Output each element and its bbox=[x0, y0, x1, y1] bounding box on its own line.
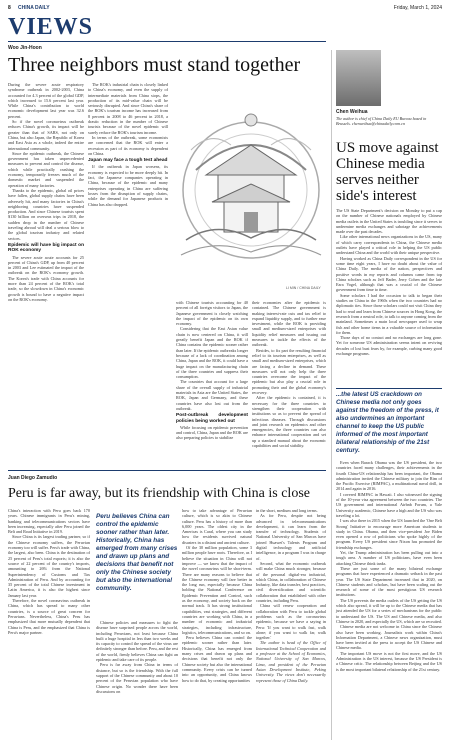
column-para: Like other international news organizations in the US, many of which carry correspondents in China, the Chinese media outlets have played a critical role in helping the US public understand China and the world with their unique perspective. bbox=[336, 234, 442, 256]
article1-para: Besides, to fix part the resulting financial relief to its tourism enterprises, as well as small and medium-sized enterprises, which are facing a decline in demand. These measures will not only help the three countries overcome the impact of the epidemic but also play a crucial role in promoting their and the global economy's recovery. bbox=[252, 347, 326, 396]
issue-date: Friday, March 1, 2024 bbox=[393, 5, 442, 11]
page-header bbox=[8, 4, 442, 14]
column-divider bbox=[331, 50, 332, 740]
column-para: Having worked as China Daily correspondent in the US for some time eight years, I have no doubt about the value of China Daily. The media of the nation, perspectives and positive words in my reports and columns came from top China scholars such as Jeff Bader, Jerry Cohen and the late Ezra Vogel, although that was a crucial of the Chinese government from time to time. bbox=[336, 255, 442, 293]
page-number: 8 bbox=[8, 5, 11, 11]
column-para: These are just some of the many bilateral exchange programs that have experienced a dramatic setback in the past year. The US State Department increased that in 2020, on Chinese students and scholars, but have been scaling out the research of some of the most prestigious US research institutions. bbox=[336, 565, 442, 598]
article2-byline: Juan Diego Zamudio bbox=[8, 475, 58, 481]
author-photo bbox=[336, 50, 381, 106]
column-para: The US prevents the media outlets of the US getting the US which also spread, it will be up to the Chinese media that has just attended the US for a series of mechanisms for the public to understand the US. The US and Chinese media, and also Chinese in 2020, and especially the US, which are so recruited. bbox=[336, 597, 442, 624]
column-para: Some scholars I had the occasion to talk to began their studies on China in the 1960s when the two countries had no diplomatic ties. Since those scholars could not visit China they had to read and learn from Chinese sources in Hong Kong, the research from a neutral role, to talk to anyone coming from the mainland. Sometimes a main local newspaper used to wrap fish and other home items in a valuable source of information for them. bbox=[336, 292, 442, 335]
temple-illustration bbox=[176, 90, 326, 288]
column-body-top bbox=[336, 208, 442, 356]
article2-headline: Peru is far away, but its friendship with China is close bbox=[8, 486, 310, 501]
article1-para: The countries that account for a large share of the overall supply of industrial materials in Asia are the United States, the ROK, Japan and Germany, and these countries have also lost out from the outbreak. bbox=[176, 379, 248, 411]
article1-col1 bbox=[8, 82, 84, 302]
column-para: Chinese media are not welcome in China since the Chinese also have been working. Journalists work within China's Information Department, a Chinese news organization, must have been invited at the press to accept the US Chinese and Chinese media. bbox=[336, 624, 442, 651]
section-rule bbox=[8, 41, 326, 42]
article2-col3 bbox=[182, 508, 252, 683]
article1-col4 bbox=[252, 300, 326, 448]
article1-para: with Chinese tourists accounting for 40 percent of all foreign visitors to Japan, the Japanese government is closely watching the impact of the epidemic on its own economy. bbox=[176, 300, 248, 327]
column-author-bio: The author is chief of China Daily EU Bureau based in Brussels. chenweihua@chinadaily.com.cn bbox=[336, 116, 427, 126]
article2-para: in the short, medium and long terms. bbox=[256, 508, 318, 513]
column-para: Even when Barack Obama was the US president, the two countries faced many challenges, their achievements in the fourth China-US relationship has been important, the Obama administration invited the Chinese military to join the Rim of the Pacific Exercise (RIMPAC), a multinational naval drill, in 2014 and again in 2016. bbox=[336, 460, 442, 492]
article2-para: Since China is its largest trading partner, so if the Chinese economy suffers, the Peruvian economy too will suffer. Peru's trade with China, the largest, also been. China is the destination of 25 percent of Peru's total exports; it is also the source of 22 percent of the country's imports, amounting to 26% from the National Superintendency of Customs and Tax Administration of Peru. And by accounting for 35 percent of the total Chinese investment in Latin America, it is also the highest since January last year. bbox=[8, 534, 90, 598]
column-para: Yet, the Trump administration has been pulling out into a tough area. A number of US politicians, have even been attacking Chinese think tanks. bbox=[336, 550, 442, 566]
article2-para: Peru is far away from China in terms of distance, but so is the friendship. With the full support of the Chinese community and about 10 percent of the Peruvian population who have Chinese origin. No wonder there have been discussions on bbox=[96, 662, 178, 694]
article2-para: Therefore, the novel coronavirus outbreak in China, which has spread to many other countries, is a source of great concern for Peruvians. Nevertheless, China's Peru has emphasized that more mutually dependent that China is Peru, and the emphasized that China is Peru's major partner. bbox=[8, 598, 90, 635]
article-divider bbox=[8, 470, 326, 471]
article2-col4 bbox=[256, 508, 326, 683]
article2-author-note: The author is head of the Office of International Technical Cooperation and a professor at the School of Economics, National University of San Marcos, Lima, and president of the Peruvian Asian Development Institute, Peking University. The views don't necessarily represent those of China Daily. bbox=[256, 640, 326, 683]
column-body-bottom bbox=[336, 460, 442, 672]
article1-para: Since the epidemic outbreak, the Chinese government has taken unprecedented measures to prevent and control the disease, which while practically crashing the economy, temporarily freezes much of the domestic market and suspended the operation of many factories. bbox=[8, 150, 84, 188]
section-title: VIEWS bbox=[8, 14, 94, 40]
article1-para: While focusing on epidemic prevention and control, China, Japan and the ROK are also preparing policies to stabilize bbox=[176, 424, 248, 441]
article1-para: their economies after the epidemic is contained. The Chinese government is making interest-rate cuts and tax relief to expand liquidity supply, and to further ease investment, while the ROK is providing small and medium-sized enterprises with liquidity relief measures and issuing out measures to tackle the effects of the outbreak. bbox=[252, 300, 326, 348]
article1-para: Considering that the East Asian value chain is now centered on China, it will greatly benefit Japan and the ROK if China contains the epidemic sooner rather than later. If the epidemic outbreaks longer because of a lack of coordination among China, Japan and the ROK, it could have a huge impact on the manufacturing chain of the three countries and suppress their consumption. bbox=[176, 326, 248, 380]
column-para: I was also there in 2015 when the US launched the 'One Belt Strong' Initiative to encourage more American students to study in China. Obama, and then vice-president Joe Biden even opened a row of politicians who spoke highly of the program. Every US president since Nixon has promoted the friendship exchanges. bbox=[336, 518, 442, 550]
column-para: I covered RIMPAC in Hawaii. I also witnessed the signing of the 10-year visa agreement between the two countries. The US government and international Airbnb Forum, a Yale University academic, Chinese have a high and the US who was traveling a lot. bbox=[336, 491, 442, 518]
column-para: The US State Department's decision on Monday to put a cap on the number of Chinese nationals employed by Chinese media outlets in the United States is troubling since it serves to undermine media exchanges and sabotage the achievements made over the past decades. bbox=[336, 208, 442, 235]
article2-para: Second, what the economic outbreak will make China much stronger, because of the personal digital-era industrial, which China, in collaboration of Chinese Industry, like data transfer, best practices, civil diversification and scientific collaboration that established with other countries, including Peru. bbox=[256, 560, 326, 604]
article1-subhead: Post-outbreak development policies being worked out bbox=[176, 413, 248, 424]
article2-pull-quote: Peru believes China can control the epidemic sooner rather than later. Historically, China has emerged from many crises and drawn up plans and decisions that benefit not only the Chinese society but also the international community. bbox=[96, 513, 178, 592]
column-byline: Chen Weihua bbox=[336, 109, 368, 115]
article2-para: how to take advantage of Peruvian culture, which is so akin to Chinese culture. Peru has a history of more than 6,000 years. The oldest city in the Americas is Caral, where you can study how the residents survived natural disasters in a distant and ancient culture. bbox=[182, 508, 252, 545]
column-para: The important US move is not the first move, and the US Administration is the US interest, because the US President is a Chinese critic. The relationship between Beijing and the US is the most important bilateral relationship of the 21st century. bbox=[336, 650, 442, 672]
paper-name: CHINA DAILY bbox=[18, 5, 50, 11]
column-para: Those days of no contact and no exchanges are long gone. Yet for someone US administration seems intent on reviving decades of lost bust fears by, for example, curbing many good exchange programs. bbox=[336, 335, 442, 357]
article2-para: China's interaction with Peru goes back 170 years. Chinese immigrants in Peru's mining, banking and telecommunications sectors have been increasing, especially after Peru joined the Belt and Road Initiative in 2019. bbox=[8, 508, 90, 535]
article2-para: China will renew cooperation and collaboration with Peru to tackle global problems such as the coronavirus epidemic, because we have a saying in Peru: 'If you want to walk fast, walk alone; if you want to walk far, walk together.' bbox=[256, 603, 326, 641]
article1-para: If the outbreak in Japan worsens, its economy is expected to be more deeply hit. In fact, the Japanese companies operating in China, because of the epidemic and many enterprises operating in China are suffering losses from the disruption of supply chains, while the demand for Japanese products in China has also dropped. bbox=[88, 164, 168, 207]
article2-para: As for Peru, despite not being advanced in telecommunications development, it can learn from the transfer of technology. Students of National University of San Marcos have joined Huawei's Talents Program and digital technology and artificial intelligence, in a program I was in charge of. bbox=[256, 513, 326, 561]
article1-subhead: Japan may face a tough test ahead bbox=[88, 158, 168, 164]
article1-col2 bbox=[88, 82, 168, 207]
article1-para: Thanks to the epidemic, global oil prices have fallen, global supply chains have been adversely hit, and many factories in China's neighboring countries have suspended production. And since Chinese tourists spent $130 billion on overseas trips in 2018, the sudden drop in the number of Chinese traveling abroad will deal a serious blow to the global tourism industry and related sectors. bbox=[8, 187, 84, 241]
article2-para: Peru believes China can control the epidemic sooner rather than later. Historically, China has emerged from many crises and drawn up plans and decisions that benefit not only the Chinese society but also the international community. Every crisis can be turned into an opportunity, and China knows how to do that, by creating opportunities bbox=[182, 635, 252, 683]
article1-para: After the epidemic is contained, it is necessary for the three countries to strengthen their cooperation with institutions so as to prevent the spread of infectious diseases. Through discussions and joint research on epidemics and other emergencies, the three countries can also enhance international cooperation and set up a standard manual about the economic capabilities and social stability. bbox=[252, 395, 326, 449]
article1-para: So if the novel coronavirus outbreak reduces China's growth, its impact will be greater than that of SARS, not only on China, but also Japan, the Republic of Korea and East Asia as a whole, indeed the entire international community. bbox=[8, 119, 84, 151]
article1-byline: Woo Jin-Hoon bbox=[8, 45, 42, 51]
article1-headline: Three neighbors must stand together bbox=[8, 54, 301, 76]
article1-para: During the severe acute respiratory syndrome outbreak in 2002-2003, China accounted for 4.3 percent of the global GDP, which increased to 15.6 percent last year. While China's contribution to world economic development last year was 32.6 percent. bbox=[8, 82, 84, 119]
article1-para: In terms of the outbreak, some economists are concerned that the ROK will enter a recession as part of its economy is dependent on China. bbox=[88, 134, 168, 156]
article2-col1 bbox=[8, 508, 90, 635]
illustration-credit: LI MIN / CHINA DAILY bbox=[286, 286, 321, 290]
article1-para: The severe acute acute accounts for 25 percent of China's GDP, up from 40 percent in 2003 and Lee estimated the impact of the outbreak on the ROK's economy growth. The Korea's trade with China accounts for more than 24 percent of the ROK's total trade, so the slowdown in China's economic growth is bound to have a negative impact on the ROK's economy. bbox=[8, 254, 84, 302]
article1-para: The ROK's industrial chain is closely linked to China's economy, and even the supply of intermediate materials from China stops, the production of its mid-value chain will be seriously disrupted. And since China's share of the ROK's tourism income has increased from 8 percent in 2008 to 46 percent in 2018, a drastic reduction in the number of Chinese tourists because of the novel epidemic will surely reduce the ROK's tourism income. bbox=[88, 82, 168, 135]
article2-col2 bbox=[96, 620, 178, 694]
article2-para: Of the 30 million population, some 3 million people have roots. Therefore, as I believe the situation in China will not improve — we know that the impact of the novel coronavirus will be short-term. There are many reasons to believe that the Chinese economy will fare better in the long run, especially because China holding the National Conference on Epidemic Prevention and Control, such as the economy, and society back on the normal track. It has strong institutional capabilities, vast strategies, and different countries are working with China, in a number of economic and industrial strategies, including infrastructure, logistics, telecommunications, and so on. bbox=[182, 545, 252, 635]
article1-col3 bbox=[176, 300, 248, 441]
article1-subhead: Epidemic will have big impact on ROK economy bbox=[8, 242, 84, 254]
article2-para: Chinese policies and measures to fight the disease have surprised people across the world, including Peruvians, not least because China built a huge hospital in less than two weeks and its capacity to control the spread of the virus are definitely stronger than before. Peru, and the rest of the world, firmly believes China can fight an epidemic and take care of its people. bbox=[96, 620, 178, 663]
column-pull-quote: ...the latest US crackdown on Chinese media not only goes against the freedom of the press, it also undermines an important channel to keep the US public informed of the most important bilateral relationship of the 21st century. bbox=[336, 388, 442, 455]
column-headline: US move against Chinese media serves neither side's interest bbox=[336, 140, 439, 204]
